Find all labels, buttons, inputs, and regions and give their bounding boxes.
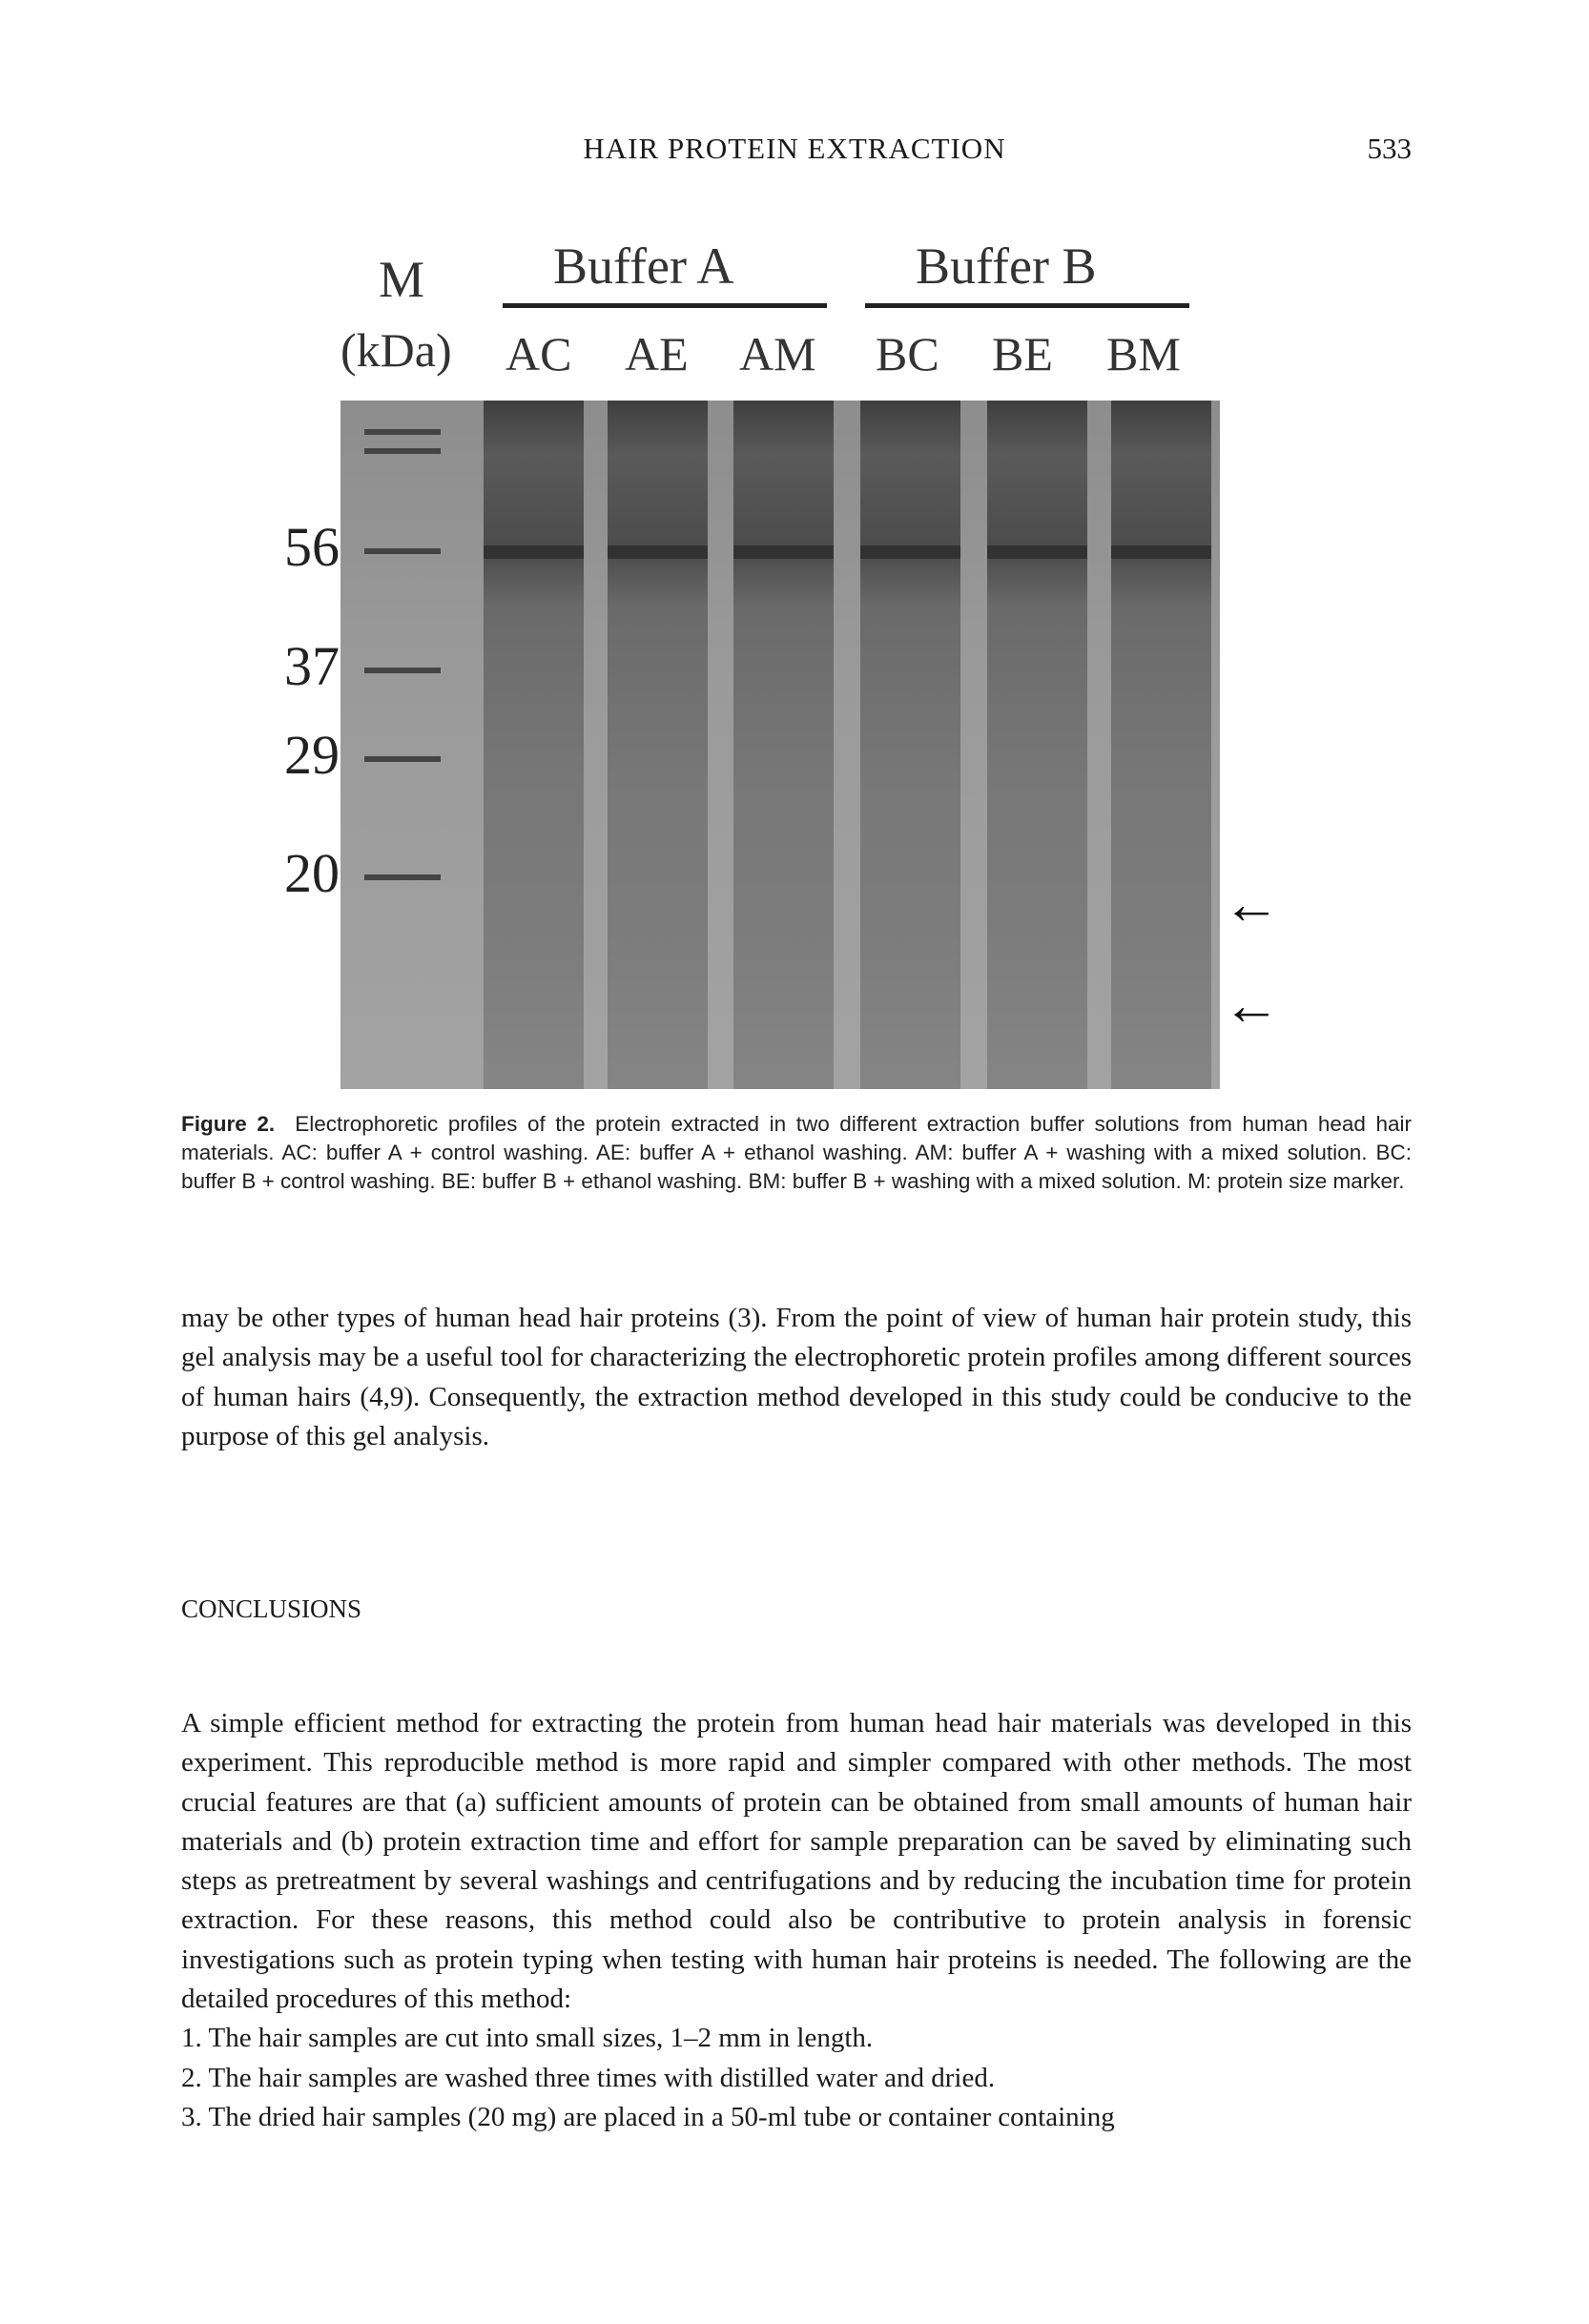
marker-size: 29: [284, 724, 340, 786]
marker-size: 20: [284, 842, 340, 904]
caption-text: Electrophoretic profiles of the protein extracted in two different extraction buffer solutions from human head hair materials. AC: buffer A + control washing. AE: buffer A + ethanol washing. AM: buffer A + washing with a mixed solution. BC: buffer B + control washing. BE: buffer B + ethanol washing. BM: buffer B + washing with a mixed solution. M: protein size marker.: [181, 1112, 1412, 1193]
lane-label: BC: [876, 327, 939, 380]
group-label: Buffer A: [553, 237, 734, 295]
group-label: Buffer B: [916, 237, 1097, 295]
conclusions-text: A simple efficient method for extracting the protein from human head hair materials was developed in this experiment. This reproducible method is more rapid and simpler compared with other methods. The most crucial features are that (a) sufficient amounts of protein can be obtained from small amounts of human hair materials and (b) protein extraction time and effort for sample preparation can be saved by eliminating such steps as pretreatment by several washings and centrifugations and by reducing the incubation time for protein extraction. For these reasons, this method could also be contributive to protein analysis in forensic investigations such as protein typing when testing with human hair proteins is needed. The following are the detailed procedures of this method:: [181, 1708, 1412, 2015]
gel-lane: [733, 401, 834, 1089]
group-bar: [865, 303, 1189, 308]
arrow-left-icon: ←: [1223, 873, 1280, 936]
paragraph: may be other types of human head hair proteins (3). From the point of view of human hair protein study, this gel analysis may be a useful tool for characterizing the electrophoretic protein profiles among different sources of human hairs (4,9). Consequently, the extraction method developed in this study could be conducive to the purpose of this gel analysis.: [181, 1303, 1412, 1451]
gel-lane: [860, 401, 960, 1089]
figure-caption: [181, 1110, 1412, 1196]
gel-lane: [987, 401, 1087, 1089]
section-heading: CONCLUSIONS: [181, 1594, 362, 1623]
marker-unit: (kDa): [340, 323, 452, 377]
gel-image: [340, 401, 1220, 1089]
lane-label: AE: [625, 327, 689, 380]
marker-size: 37: [284, 635, 340, 697]
conclusions-paragraph: [181, 1704, 1412, 2137]
step-item: 1. The hair samples are cut into small sizes, 1–2 mm in length.: [181, 2023, 874, 2054]
marker-label: M: [379, 251, 425, 308]
caption-label: Figure 2.: [181, 1112, 276, 1136]
marker-size: 56: [284, 516, 340, 578]
lane-label: AC: [506, 327, 572, 380]
lane-label: BM: [1106, 327, 1181, 380]
lane-label: BE: [992, 327, 1053, 380]
gel-lane: [608, 401, 708, 1089]
lane-label: AM: [739, 327, 816, 380]
step-item: 3. The dried hair samples (20 mg) are placed in a 50-ml tube or container containing: [181, 2101, 1115, 2132]
arrow-left-icon: ←: [1223, 974, 1280, 1037]
page-number: 533: [1367, 132, 1412, 165]
running-head: HAIR PROTEIN EXTRACTION: [583, 132, 1006, 165]
gel-lane: [1111, 401, 1211, 1089]
step-item: 2. The hair samples are washed three times with distilled water and dried.: [181, 2062, 996, 2093]
gel-lane: [484, 401, 584, 1089]
group-bar: [503, 303, 827, 308]
